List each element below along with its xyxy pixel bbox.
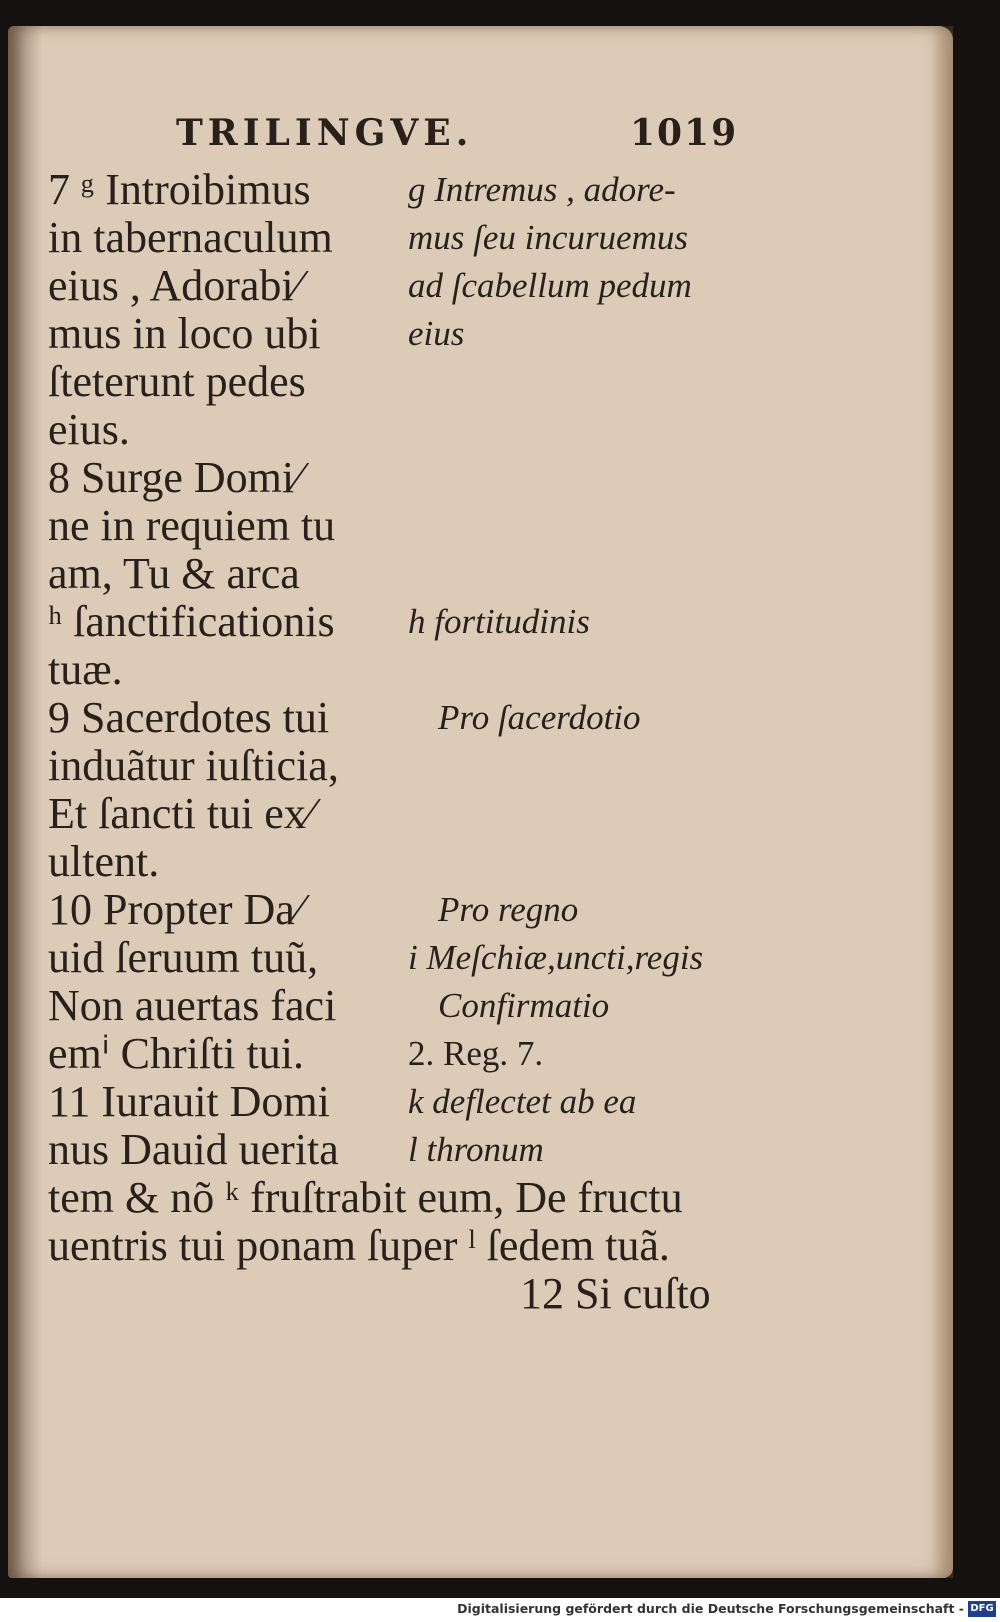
- main-line: 8 Surge Domi⁄: [48, 453, 302, 502]
- main-line: 9 Sacerdotes tui: [48, 693, 330, 742]
- footer-credit: Digitalisierung gefördert durch die Deutsche Forschungsgemeinschaft -: [457, 1601, 964, 1616]
- full-width-line: tem & nõ ᵏ fruſtrabit eum, De fructu: [48, 1173, 683, 1222]
- main-line: 7 ᵍ Introibimus: [48, 165, 311, 214]
- gloss-line: i Meſchiæ,uncti,regis: [408, 938, 704, 977]
- main-line: induãtur iuſticia,: [48, 741, 339, 790]
- gloss-line: Pro ſacerdotio: [438, 698, 641, 737]
- main-line: ne in requiem tu: [48, 501, 336, 550]
- gloss-line: eius: [408, 314, 465, 353]
- main-line: uid ſeruum tuũ,: [48, 933, 319, 982]
- gloss-line: mus ſeu incuruemus: [408, 218, 688, 257]
- main-line: ultent.: [48, 837, 160, 886]
- gloss-line: g Intremus , adore-: [408, 170, 676, 209]
- main-line: am, Tu & arca: [48, 549, 300, 598]
- page-edge-shading: [931, 26, 953, 1578]
- gloss-line: h fortitudinis: [408, 602, 590, 641]
- main-line: 11 Iurauit Domi: [48, 1077, 330, 1126]
- main-line: in tabernaculum: [48, 213, 333, 262]
- book-page: [8, 26, 953, 1578]
- gloss-line: ad ſcabellum pedum: [408, 266, 692, 305]
- spine-shadow: [8, 26, 42, 1578]
- gloss-line: Pro regno: [438, 890, 579, 929]
- gloss-line: k deflectet ab ea: [408, 1082, 637, 1121]
- main-line: eius , Adorabi⁄: [48, 261, 301, 310]
- dfg-logo-icon: DFG: [968, 1601, 996, 1617]
- running-header-title: TRILINGVE.: [176, 112, 474, 154]
- main-line: Non auertas faci: [48, 981, 337, 1030]
- main-line: eius.: [48, 405, 130, 454]
- full-width-line: uentris tui ponam ſuper ˡ ſedem tuã.: [48, 1221, 670, 1270]
- catchword: 12 Si cuſto: [520, 1269, 711, 1318]
- page-number: 1019: [630, 112, 739, 154]
- gloss-line: Confirmatio: [438, 986, 610, 1025]
- main-line: emⁱ Chriſti tui.: [48, 1029, 304, 1078]
- gloss-line: 2. Reg. 7.: [408, 1034, 544, 1073]
- digitization-footer: [0, 1598, 1000, 1622]
- main-line: ʰ ſanctificationis: [48, 597, 335, 646]
- main-line: Et ſancti tui ex⁄: [48, 789, 314, 838]
- main-line: mus in loco ubi: [48, 309, 321, 358]
- gloss-line: l thronum: [408, 1130, 544, 1169]
- main-line: tuæ.: [48, 645, 123, 694]
- main-line: 10 Propter Da⁄: [48, 885, 303, 934]
- main-line: ſteterunt pedes: [48, 357, 306, 406]
- main-line: nus Dauid uerita: [48, 1125, 339, 1174]
